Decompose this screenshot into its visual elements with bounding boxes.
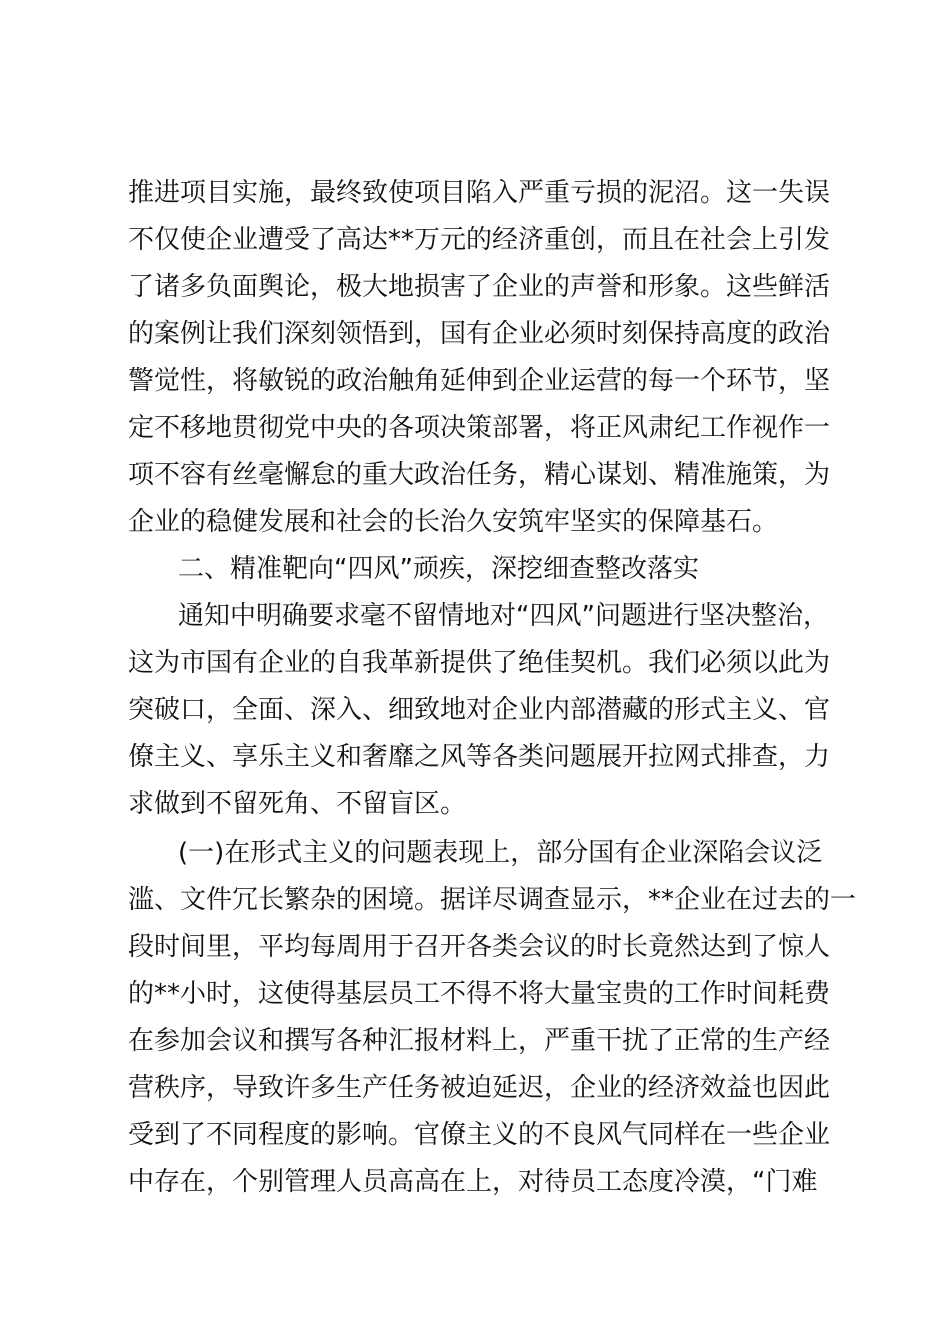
text-line: 在参加会议和撰写各种汇报材料上，严重干扰了正常的生产经 (128, 1026, 831, 1056)
text-line: 警觉性，将敏锐的政治触角延伸到企业运营的每一个环节，坚 (128, 366, 831, 396)
text-line: 的**小时，这使得基层员工不得不将大量宝贵的工作时间耗费 (128, 979, 831, 1009)
text-line: 突破口，全面、深入、细致地对企业内部潜藏的形式主义、官 (128, 695, 831, 725)
text-line: 了诸多负面舆论，极大地损害了企业的声誉和形象。这些鲜活 (128, 272, 831, 302)
text-line: 通知中明确要求毫不留情地对“四风”问题进行坚决整治， (178, 601, 829, 631)
text-line: 的案例让我们深刻领悟到，国有企业必须时刻保持高度的政治 (128, 319, 831, 349)
text-line: 企业的稳健发展和社会的长治久安筑牢坚实的保障基石。 (128, 507, 779, 537)
text-line: (一)在形式主义的问题表现上，部分国有企业深陷会议泛 (178, 838, 823, 868)
paragraph-notice (128, 593, 831, 828)
paragraph-formalism (128, 830, 857, 1206)
text-line: 段时间里，平均每周用于召开各类会议的时长竟然达到了惊人 (128, 932, 831, 962)
text-line: 定不移地贯彻党中央的各项决策部署，将正风肃纪工作视作一 (128, 413, 831, 443)
text-line: 求做到不留死角、不留盲区。 (128, 789, 467, 819)
text-line: 营秩序，导致许多生产任务被迫延迟，企业的经济效益也因此 (128, 1073, 831, 1103)
text-line: 中存在，个别管理人员高高在上，对待员工态度冷漠，“门难 (128, 1167, 818, 1197)
text-line: 受到了不同程度的影响。官僚主义的不良风气同样在一些企业 (128, 1120, 831, 1150)
section-heading: 二、精准靶向“四风”顽疾，深挖细查整改落实 (178, 554, 699, 584)
text-line: 滥、文件冗长繁杂的困境。据详尽调查显示，**企业在过去的一 (128, 885, 857, 915)
text-line: 僚主义、享乐主义和奢靡之风等各类问题展开拉网式排查，力 (128, 742, 831, 772)
paragraph-continuation (128, 170, 831, 546)
document-body (128, 170, 857, 1206)
text-line: 不仅使企业遭受了高达**万元的经济重创，而且在社会上引发 (128, 225, 831, 255)
text-line: 这为市国有企业的自我革新提供了绝佳契机。我们必须以此为 (128, 648, 831, 678)
text-line: 项不容有丝毫懈怠的重大政治任务，精心谋划、精准施策，为 (128, 460, 831, 490)
text-line: 推进项目实施，最终致使项目陷入严重亏损的泥沼。这一失误 (128, 178, 831, 208)
